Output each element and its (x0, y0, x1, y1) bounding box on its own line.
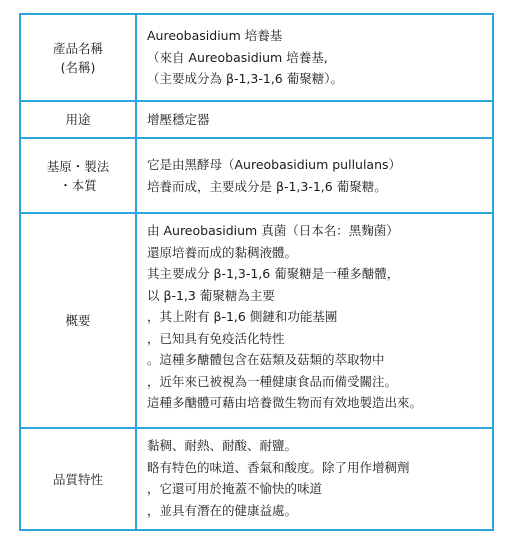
content-line: 還原培養而成的黏稠液體。 (147, 244, 298, 260)
content-line: ，它還可用於掩蓋不愉快的味道 (147, 481, 323, 496)
label-line: 用途 (65, 112, 91, 127)
label-line: 基原・製法 (46, 158, 110, 174)
content-line: 培養而成，主要成分是 β-1,3-1,6 葡聚糖。 (147, 178, 387, 194)
label-product-name (21, 15, 137, 102)
content-usage (137, 102, 492, 139)
content-line: 其主要成分 β-1,3-1,6 葡聚糖是一種多醣體， (147, 266, 400, 281)
content-line: 黏稠、耐熱、耐酸、耐鹽。 (147, 438, 298, 453)
content-line: ，並具有潛在的健康益處。 (147, 502, 298, 518)
product-spec-table (19, 13, 494, 531)
content-line: ，已知具有免疫活化特性 (147, 330, 285, 346)
label-line: 產品名稱 (52, 40, 103, 56)
label-line: 概要 (65, 313, 91, 328)
content-line: ，近年來已被視為一種健康食品而備受關注。 (147, 373, 398, 389)
content-line: Aureobasidium 培養基 (147, 28, 283, 44)
label-usage (21, 102, 137, 139)
label-origin-method (21, 139, 137, 214)
content-line: 略有特色的味道、香氣和酸度。除了用作增稠劑 (147, 459, 410, 475)
content-line: 。這種多醣體包含在菇類及菇類的萃取物中 (147, 352, 385, 367)
content-line: 增壓穩定器 (147, 111, 210, 127)
content-line: 它是由黑酵母（Aureobasidium pullulans） (147, 157, 402, 172)
content-line: 這種多醣體可藉由培養微生物而有效地製造出來。 (147, 395, 423, 410)
label-overview (21, 214, 137, 429)
label-line: 品質特性 (52, 471, 103, 487)
content-line: 以 β-1,3 葡聚糖為主要 (147, 287, 275, 303)
content-overview (137, 214, 492, 429)
content-origin-method (137, 139, 492, 214)
content-line: （來自 Aureobasidium 培養基, (147, 49, 328, 65)
label-line: ・本質 (59, 177, 97, 193)
content-line: （主要成分為 β-1,3-1,6 葡聚糖）。 (147, 71, 343, 87)
content-line: ，其上附有 β-1,6 側鏈和功能基團 (147, 309, 338, 324)
content-product-name (137, 15, 492, 102)
content-quality (137, 429, 492, 529)
content-line: 由 Aureobasidium 真菌（日本名：黑麴菌） (147, 223, 399, 238)
label-quality (21, 429, 137, 529)
label-line: (名稱) (60, 59, 96, 75)
